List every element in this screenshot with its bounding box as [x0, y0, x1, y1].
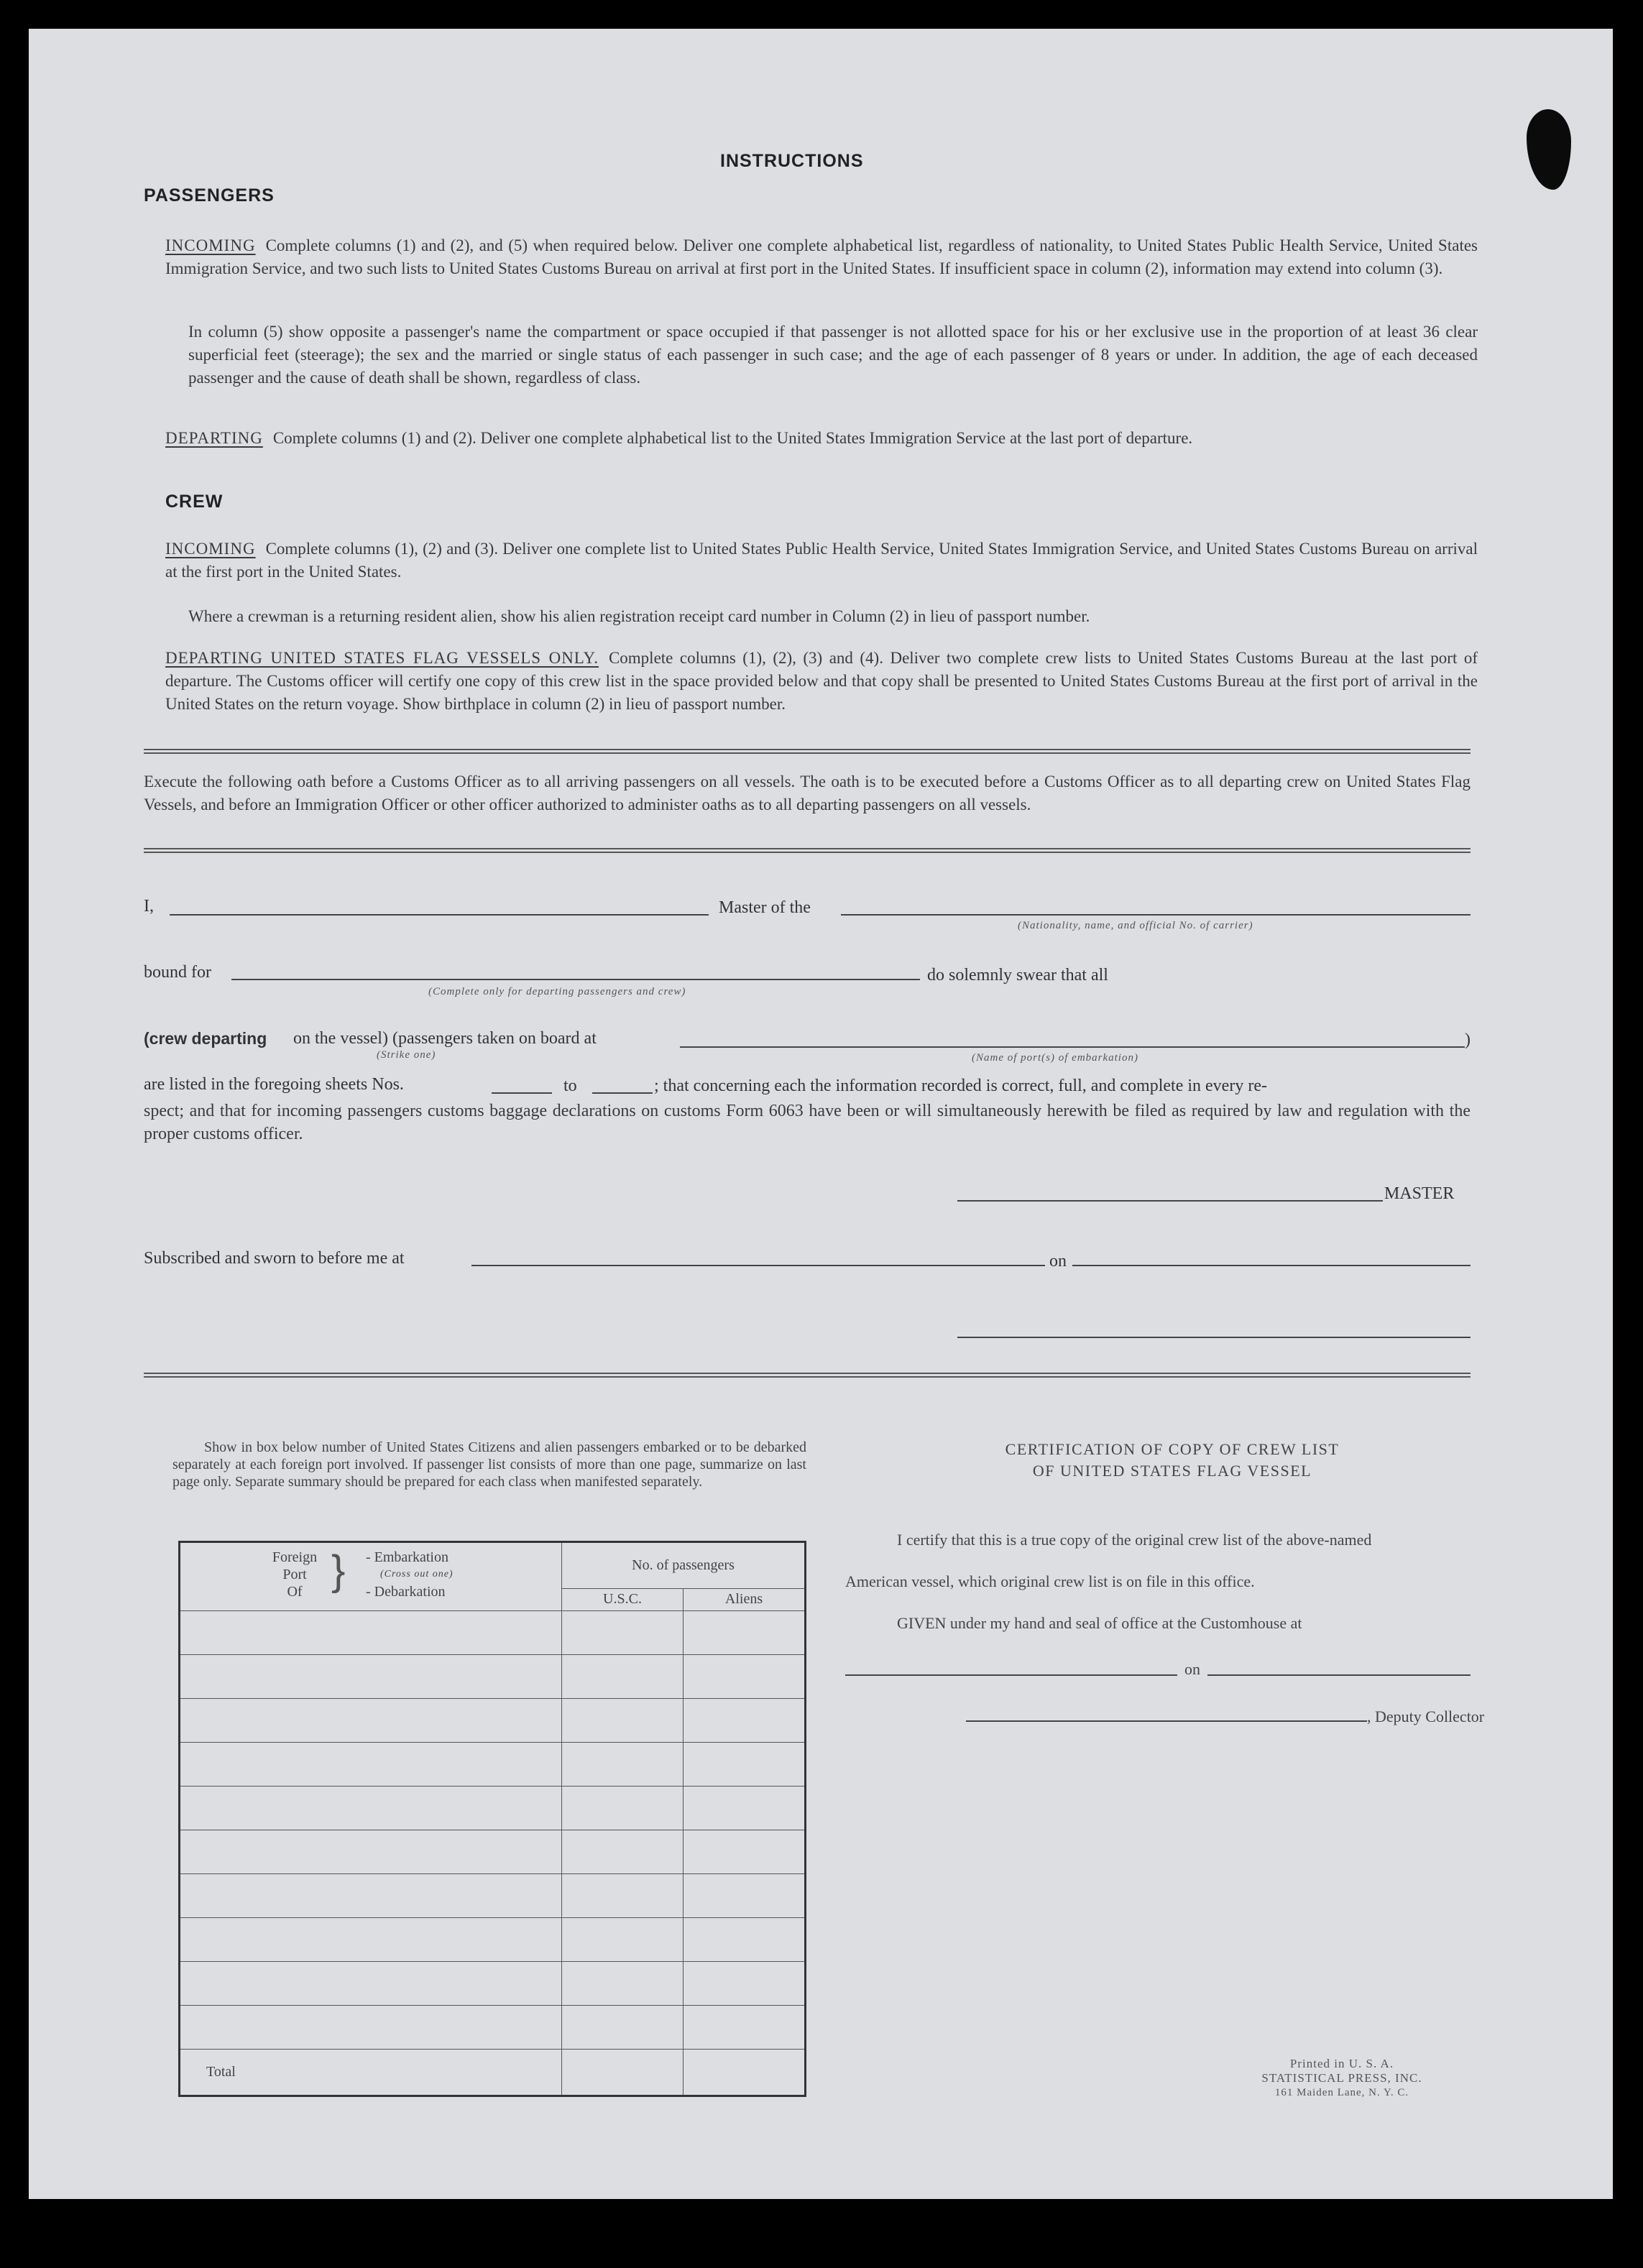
oath-i-label: I,	[144, 897, 154, 916]
divider	[144, 1373, 1471, 1378]
officer-signature-field[interactable]	[957, 1337, 1471, 1338]
listed-rest: spect; and that for incoming passengers customs baggage declarations on customs Form 6063 have been or will simultaneously herewith be filed as required by law and regulation with the proper customs officer.	[144, 1102, 1471, 1143]
swear-label: do solemnly swear that all	[927, 966, 1108, 985]
cert-line3: GIVEN under my hand and seal of office at the Customhouse at	[897, 1614, 1302, 1632]
to-label: to	[563, 1077, 577, 1095]
table-row	[180, 1742, 806, 1786]
departing-label: DEPARTING	[165, 429, 263, 447]
master-signature-field[interactable]	[957, 1200, 1383, 1202]
master-name-field[interactable]	[170, 914, 709, 916]
port-cell[interactable]	[180, 1698, 562, 1742]
table-row	[180, 1698, 806, 1742]
table-row	[180, 2005, 806, 2049]
strike-note: (Strike one)	[377, 1049, 436, 1061]
bound-for-field[interactable]	[231, 979, 920, 980]
port-cell[interactable]	[180, 1961, 562, 2005]
usc-cell[interactable]	[562, 1917, 684, 1961]
usc-cell[interactable]	[562, 1961, 684, 2005]
table-row	[180, 1786, 806, 1830]
usc-cell[interactable]	[562, 1742, 684, 1786]
close-paren: )	[1465, 1031, 1471, 1049]
aliens-cell[interactable]	[684, 1698, 806, 1742]
usc-cell[interactable]	[562, 1698, 684, 1742]
table-row	[180, 1830, 806, 1873]
column5-para: In column (5) show opposite a passenger's name the compartment or space occupied if that passenger is not allotted space for his or her exclusive use in the proportion of at least 36 clear superficial feet (steerage); the sex and the married or single status of each passenger in such case; and the age of each passenger of 8 years or under. In addition, the age of each deceased passenger and the cause of death shall be shown, regardless of class.	[188, 323, 1478, 387]
cert-line1: I certify that this is a true copy of the original crew list of the above-named	[897, 1531, 1372, 1549]
aliens-cell[interactable]	[684, 2005, 806, 2049]
aliens-cell[interactable]	[684, 1873, 806, 1917]
aliens-cell[interactable]	[684, 1742, 806, 1786]
sheet-to-field[interactable]	[592, 1092, 653, 1094]
embarkation-port-field[interactable]	[680, 1046, 1465, 1048]
crew-incoming-label: INCOMING	[165, 540, 256, 558]
bound-for-label: bound for	[144, 963, 211, 982]
usc-cell[interactable]	[562, 1830, 684, 1873]
port-cell[interactable]	[180, 1830, 562, 1873]
port-cell[interactable]	[180, 1873, 562, 1917]
aliens-cell[interactable]	[684, 1610, 806, 1654]
carrier-note: (Nationality, name, and official No. of carrier)	[1018, 920, 1253, 931]
deputy-signature-field[interactable]	[966, 1720, 1367, 1722]
port-cell[interactable]	[180, 1917, 562, 1961]
usc-cell[interactable]	[562, 1786, 684, 1830]
divider	[144, 749, 1471, 754]
form-page	[29, 29, 1613, 2199]
sheet-from-field[interactable]	[492, 1092, 552, 1094]
brace-icon: }	[331, 1547, 346, 1594]
divider	[144, 848, 1471, 853]
port-header-cell	[180, 1542, 562, 1611]
port-cell[interactable]	[180, 1610, 562, 1654]
usc-cell[interactable]	[562, 1873, 684, 1917]
crew-departing-para: DEPARTING UNITED STATES FLAG VESSELS ONLY. Complete columns (1), (2), (3) and (4). Deliver two complete crew lists to United States Customs Bureau at the last port of departure. The Customs officer will certify one copy of this crew list in the space provided below and that copy shall be presented to United States Customs Bureau at the first port of arrival in the United States on the return voyage. Show birthplace in column (2) in lieu of passport number.	[165, 649, 1478, 713]
ink-blot	[1527, 109, 1571, 190]
crew-heading: CREW	[165, 492, 224, 512]
listed-label: are listed in the foregoing sheets Nos.	[144, 1075, 404, 1094]
foreign-port-of: Foreign Port Of	[272, 1549, 318, 1600]
master-of-the-label: Master of the	[719, 898, 811, 917]
table-row	[180, 1873, 806, 1917]
cert-date-field[interactable]	[1207, 1674, 1471, 1676]
port-cell[interactable]	[180, 1786, 562, 1830]
carrier-field[interactable]	[841, 914, 1471, 916]
port-cell[interactable]	[180, 2005, 562, 2049]
sworn-location-field[interactable]	[471, 1265, 1045, 1266]
passengers-heading: PASSENGERS	[144, 185, 275, 206]
port-rows	[180, 1610, 806, 2049]
cert-line2: American vessel, which original crew list is on file in this office.	[845, 1572, 1255, 1590]
master-label: MASTER	[1384, 1184, 1455, 1203]
instructions-title: INSTRUCTIONS	[720, 151, 864, 171]
aliens-cell[interactable]	[684, 1786, 806, 1830]
crew-departing-option[interactable]: (crew departing	[144, 1029, 267, 1048]
certification-title: CERTIFICATION OF COPY OF CREW LIST OF UNITED STATES FLAG VESSEL	[1005, 1440, 1340, 1480]
deputy-collector-label: , Deputy Collector	[1367, 1707, 1485, 1725]
box-instructions: Show in box below number of United States Citizens and alien passengers embarked or to be debarked separately at each foreign port involved. If passenger list consists of more than one page, summarize on last page only. Separate summary should be prepared for each class when manifested separately.	[172, 1439, 806, 1490]
subscribed-label: Subscribed and sworn to before me at	[144, 1249, 405, 1268]
bound-note: (Complete only for departing passengers and crew)	[428, 986, 686, 997]
port-note: (Name of port(s) of embarkation)	[972, 1052, 1138, 1064]
total-aliens-cell[interactable]	[684, 2049, 806, 2096]
no-of-passengers-header: No. of passengers	[562, 1542, 806, 1589]
incoming-label: INCOMING	[165, 236, 256, 254]
table-row	[180, 1610, 806, 1654]
customhouse-field[interactable]	[845, 1674, 1177, 1676]
printer-imprint: Printed in U. S. A. STATISTICAL PRESS, INC. 161 Maiden Lane, N. Y. C.	[1261, 2057, 1422, 2098]
port-summary-table	[178, 1541, 806, 2097]
crewman-para: Where a crewman is a returning resident alien, show his alien registration receipt card number in Column (2) in lieu of passport number.	[188, 607, 1090, 625]
table-row	[180, 1961, 806, 2005]
crew-departing-label: DEPARTING UNITED STATES FLAG VESSELS ONLY.	[165, 649, 599, 667]
on-vessel-label: on the vessel) (passengers taken on board at	[293, 1029, 597, 1048]
aliens-header: Aliens	[684, 1589, 806, 1611]
port-cell[interactable]	[180, 1654, 562, 1698]
usc-cell[interactable]	[562, 2005, 684, 2049]
table-row	[180, 1654, 806, 1698]
port-cell[interactable]	[180, 1742, 562, 1786]
passengers-incoming-para: INCOMING Complete columns (1) and (2), and (5) when required below. Deliver one complete alphabetical list, regardless of nationality, to United States Public Health Service, United States Immigration Service, and two such lists to United States Customs Bureau on arrival at first port in the United States. If insufficient space in column (2), information may extend into column (3).	[165, 236, 1478, 277]
sworn-date-field[interactable]	[1072, 1265, 1471, 1266]
passengers-departing-para: DEPARTING Complete columns (1) and (2). Deliver one complete alphabetical list to the United States Immigration Service at the last port of departure.	[165, 429, 1193, 447]
on-label: on	[1049, 1252, 1067, 1271]
total-usc-cell[interactable]	[562, 2049, 684, 2096]
crew-incoming-para: INCOMING Complete columns (1), (2) and (3). Deliver one complete list to United States Public Health Service, United States Immigration Service, and United States Customs Bureau on arrival at the first port in the United States.	[165, 540, 1478, 581]
aliens-cell[interactable]	[684, 1830, 806, 1873]
listed-cont: ; that concerning each the information recorded is correct, full, and complete in every re-	[654, 1077, 1267, 1095]
cert-on-label: on	[1184, 1660, 1200, 1678]
embark-debark-options: - Embarkation (Cross out one) - Debarkation	[366, 1549, 454, 1600]
aliens-cell[interactable]	[684, 1654, 806, 1698]
usc-cell[interactable]	[562, 1654, 684, 1698]
oath-intro: Execute the following oath before a Customs Officer as to all arriving passengers on all vessels. The oath is to be executed before a Customs Officer as to all departing crew on United States Flag Vessels, and before an Immigration Officer or other officer authorized to administer oaths as to all departing passengers on all vessels.	[144, 773, 1471, 813]
aliens-cell[interactable]	[684, 1917, 806, 1961]
total-label: Total	[180, 2049, 562, 2096]
usc-header: U.S.C.	[562, 1589, 684, 1611]
usc-cell[interactable]	[562, 1610, 684, 1654]
aliens-cell[interactable]	[684, 1961, 806, 2005]
table-row	[180, 1917, 806, 1961]
